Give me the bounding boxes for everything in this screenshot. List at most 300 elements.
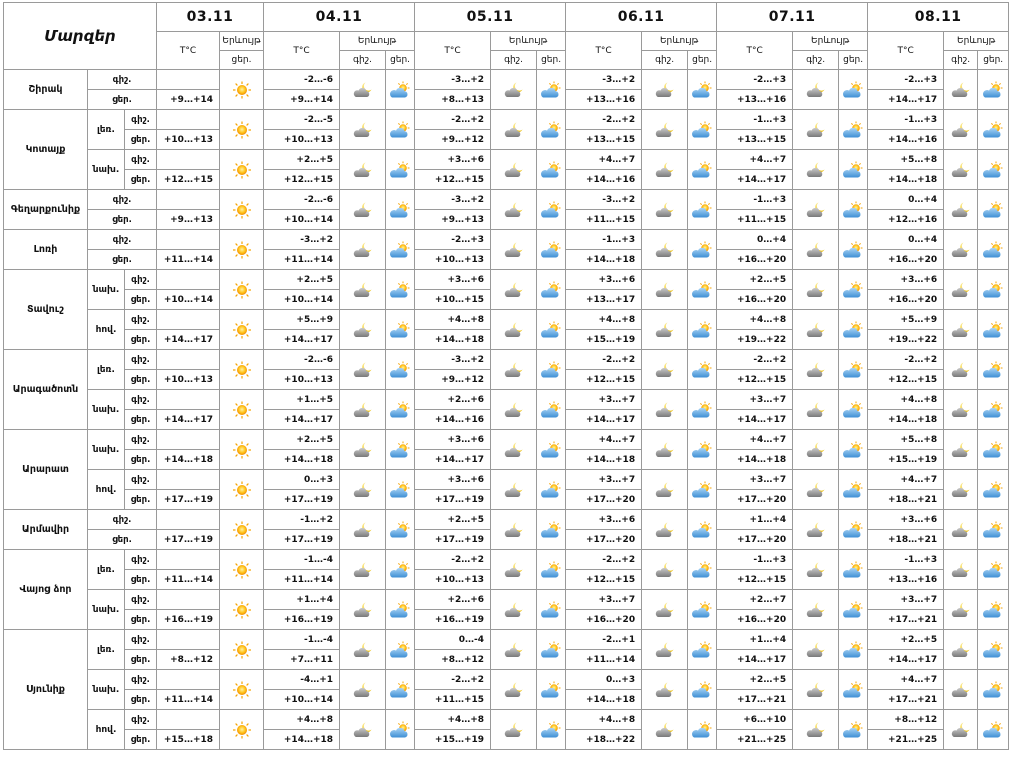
cloudy-day-icon (691, 601, 713, 619)
cloudy-night-icon (654, 441, 676, 459)
period-label: գիշ. (125, 270, 157, 290)
temperature-cell: +13…+15 (717, 130, 793, 150)
night-phenomenon-cell (491, 350, 537, 390)
cloudy-night-icon (654, 681, 676, 699)
cloudy-night-icon (503, 281, 525, 299)
sun-icon (231, 241, 253, 259)
temperature-cell: +10…+13 (415, 250, 491, 270)
night-phenomenon-cell (642, 590, 688, 630)
night-phenomenon-cell (793, 110, 839, 150)
temperature-cell: +10…+14 (264, 690, 340, 710)
cloudy-night-icon (950, 321, 972, 339)
phenomenon-cell (220, 390, 264, 430)
table-row (4, 310, 1009, 330)
temperature-cell: +4…+8 (566, 710, 642, 730)
day-phenomenon-cell (978, 390, 1009, 430)
cloudy-night-icon (352, 241, 374, 259)
temperature-cell: +11…+14 (264, 250, 340, 270)
day-phenomenon-cell (839, 310, 868, 350)
date-header: 06.11 (566, 3, 717, 32)
temperature-cell: -3…+2 (415, 190, 491, 210)
temperature-cell: +4…+7 (717, 150, 793, 170)
cloudy-night-icon (805, 681, 827, 699)
temperature-cell: +12…+15 (717, 570, 793, 590)
night-phenomenon-cell (340, 590, 386, 630)
night-phenomenon-cell (642, 350, 688, 390)
period-label: ցեր. (88, 250, 157, 270)
cloudy-day-icon (540, 81, 562, 99)
temp-header: T°C (868, 32, 944, 70)
period-label: ցեր. (125, 490, 157, 510)
period-label: գիշ. (125, 430, 157, 450)
temperature-cell: +2…+5 (264, 150, 340, 170)
temperature-cell: -1…+2 (264, 510, 340, 530)
temperature-cell: +9…+14 (157, 90, 220, 110)
cloudy-day-icon (389, 601, 411, 619)
sun-icon (231, 321, 253, 339)
temperature-cell: +10…+13 (264, 370, 340, 390)
temperature-cell: +11…+15 (717, 210, 793, 230)
cloudy-day-icon (389, 521, 411, 539)
cloudy-day-icon (389, 561, 411, 579)
cloudy-day-icon (842, 481, 864, 499)
temperature-cell: +14…+16 (566, 170, 642, 190)
day-phenomenon-cell (839, 390, 868, 430)
period-label: ցեր. (88, 90, 157, 110)
temperature-cell: +14…+17 (157, 330, 220, 350)
period-label: գիշ. (88, 190, 157, 210)
cloudy-day-icon (540, 521, 562, 539)
cloudy-night-icon (950, 721, 972, 739)
cloudy-day-icon (389, 241, 411, 259)
day-phenomenon-cell (688, 230, 717, 270)
day-phenomenon-cell (839, 350, 868, 390)
day-subheader: ցեր. (220, 51, 264, 70)
period-label: ցեր. (125, 370, 157, 390)
sun-icon (231, 441, 253, 459)
cloudy-day-icon (982, 441, 1004, 459)
temperature-cell: -2…-6 (264, 350, 340, 370)
cloudy-night-icon (950, 121, 972, 139)
temperature-cell: +3…+7 (868, 590, 944, 610)
temperature-cell: +4…+8 (415, 310, 491, 330)
temperature-cell: -1…+3 (717, 190, 793, 210)
period-label: գիշ. (125, 710, 157, 730)
phenomenon-cell (220, 270, 264, 310)
temperature-cell: +17…+19 (264, 490, 340, 510)
night-phenomenon-cell (944, 190, 978, 230)
temperature-cell: -2…+2 (415, 670, 491, 690)
cloudy-night-icon (950, 201, 972, 219)
night-phenomenon-cell (340, 110, 386, 150)
day-phenomenon-cell (537, 590, 566, 630)
day-phenomenon-cell (537, 310, 566, 350)
temperature-cell: -2…+1 (566, 630, 642, 650)
cloudy-day-icon (691, 81, 713, 99)
period-label: գիշ. (125, 310, 157, 330)
temperature-cell: +3…+6 (868, 270, 944, 290)
night-phenomenon-cell (944, 590, 978, 630)
temperature-cell: +4…+8 (566, 310, 642, 330)
phenomenon-cell (220, 550, 264, 590)
temperature-cell: -3…+2 (415, 350, 491, 370)
day-phenomenon-cell (386, 350, 415, 390)
phenomenon-cell (220, 470, 264, 510)
night-phenomenon-cell (944, 70, 978, 110)
temperature-cell: +2…+7 (717, 590, 793, 610)
night-phenomenon-cell (491, 710, 537, 750)
temperature-cell: +11…+14 (566, 650, 642, 670)
night-phenomenon-cell (793, 310, 839, 350)
cloudy-night-icon (805, 561, 827, 579)
cloudy-night-icon (352, 521, 374, 539)
temperature-cell: +14…+18 (566, 690, 642, 710)
temperature-cell: +2…+5 (717, 270, 793, 290)
night-subheader: գիշ. (642, 51, 688, 70)
cloudy-day-icon (691, 161, 713, 179)
night-phenomenon-cell (944, 310, 978, 350)
temperature-cell: +17…+19 (415, 530, 491, 550)
day-phenomenon-cell (978, 550, 1009, 590)
cloudy-night-icon (805, 281, 827, 299)
cloudy-night-icon (352, 641, 374, 659)
cloudy-day-icon (389, 281, 411, 299)
cloudy-night-icon (352, 481, 374, 499)
night-phenomenon-cell (340, 510, 386, 550)
date-header: 03.11 (157, 3, 264, 32)
cloudy-day-icon (691, 121, 713, 139)
table-row (4, 390, 1009, 410)
cloudy-night-icon (950, 641, 972, 659)
temp-header: T°C (157, 32, 220, 70)
temperature-cell: +18…+22 (566, 730, 642, 750)
cloudy-night-icon (503, 161, 525, 179)
cloudy-day-icon (540, 721, 562, 739)
cloudy-day-icon (691, 241, 713, 259)
cloudy-day-icon (389, 721, 411, 739)
day-phenomenon-cell (839, 230, 868, 270)
night-phenomenon-cell (491, 390, 537, 430)
date-header: 04.11 (264, 3, 415, 32)
zone-label: լեռ. (88, 630, 125, 670)
cloudy-day-icon (982, 281, 1004, 299)
night-phenomenon-cell (642, 430, 688, 470)
cloudy-night-icon (654, 481, 676, 499)
table-row (4, 350, 1009, 370)
temperature-cell: +11…+15 (566, 210, 642, 230)
night-phenomenon-cell (642, 110, 688, 150)
cloudy-night-icon (950, 681, 972, 699)
region-name: Արարատ (4, 430, 88, 510)
period-label: գիշ. (125, 470, 157, 490)
cloudy-day-icon (540, 441, 562, 459)
day-phenomenon-cell (978, 670, 1009, 710)
cloudy-night-icon (352, 161, 374, 179)
cloudy-day-icon (540, 681, 562, 699)
temperature-cell: -2…+3 (868, 70, 944, 90)
night-phenomenon-cell (793, 190, 839, 230)
night-phenomenon-cell (340, 230, 386, 270)
night-phenomenon-cell (642, 470, 688, 510)
day-phenomenon-cell (537, 70, 566, 110)
cloudy-day-icon (691, 481, 713, 499)
temperature-cell: +8…+12 (868, 710, 944, 730)
temperature-cell: +13…+16 (566, 90, 642, 110)
day-phenomenon-cell (386, 510, 415, 550)
temperature-cell: +2…+5 (415, 510, 491, 530)
night-phenomenon-cell (340, 470, 386, 510)
night-phenomenon-cell (340, 310, 386, 350)
temperature-cell: +4…+7 (566, 430, 642, 450)
night-phenomenon-cell (491, 510, 537, 550)
night-phenomenon-cell (793, 150, 839, 190)
cloudy-day-icon (691, 201, 713, 219)
temperature-cell: +4…+7 (566, 150, 642, 170)
night-phenomenon-cell (340, 150, 386, 190)
temperature-cell: +4…+8 (717, 310, 793, 330)
region-name: Շիրակ (4, 70, 88, 110)
temperature-cell: +16…+20 (717, 250, 793, 270)
cloudy-night-icon (950, 401, 972, 419)
temperature-cell: +3…+6 (415, 150, 491, 170)
temperature-cell: +3…+6 (868, 510, 944, 530)
day-phenomenon-cell (688, 630, 717, 670)
day-phenomenon-cell (688, 670, 717, 710)
cloudy-night-icon (950, 601, 972, 619)
temperature-cell: +18…+21 (868, 490, 944, 510)
cloudy-night-icon (805, 241, 827, 259)
night-phenomenon-cell (340, 390, 386, 430)
cloudy-day-icon (982, 361, 1004, 379)
night-phenomenon-cell (491, 590, 537, 630)
zone-label: հով. (88, 310, 125, 350)
night-phenomenon-cell (793, 630, 839, 670)
cloudy-night-icon (352, 441, 374, 459)
period-label: գիշ. (88, 70, 157, 90)
cloudy-night-icon (950, 481, 972, 499)
temperature-cell: +3…+6 (415, 270, 491, 290)
cloudy-day-icon (540, 321, 562, 339)
day-phenomenon-cell (978, 310, 1009, 350)
cloudy-night-icon (950, 521, 972, 539)
night-phenomenon-cell (491, 230, 537, 270)
cloudy-day-icon (540, 281, 562, 299)
temperature-cell: +13…+17 (566, 290, 642, 310)
cloudy-day-icon (540, 121, 562, 139)
night-phenomenon-cell (793, 510, 839, 550)
phenomenon-cell (220, 190, 264, 230)
temperature-cell: +16…+20 (566, 610, 642, 630)
period-label: գիշ. (125, 110, 157, 130)
temperature-cell: +17…+20 (566, 490, 642, 510)
day-phenomenon-cell (839, 270, 868, 310)
temperature-cell: +17…+21 (868, 690, 944, 710)
cloudy-day-icon (691, 521, 713, 539)
temperature-cell: +10…+13 (157, 130, 220, 150)
temperature-cell: +14…+18 (868, 170, 944, 190)
period-label: ցեր. (125, 130, 157, 150)
cloudy-day-icon (982, 121, 1004, 139)
night-phenomenon-cell (793, 390, 839, 430)
table-row (4, 510, 1009, 530)
cloudy-night-icon (352, 681, 374, 699)
temperature-cell: -2…-5 (264, 110, 340, 130)
forecast-table (3, 2, 1009, 750)
temperature-cell: +4…+8 (415, 710, 491, 730)
zone-label: նախ. (88, 150, 125, 190)
cloudy-night-icon (352, 361, 374, 379)
cloudy-day-icon (842, 521, 864, 539)
temperature-cell: +12…+15 (264, 170, 340, 190)
night-phenomenon-cell (642, 230, 688, 270)
temperature-cell: -1…+3 (566, 230, 642, 250)
temperature-cell: +9…+14 (264, 90, 340, 110)
night-phenomenon-cell (793, 590, 839, 630)
temperature-cell: +14…+17 (717, 650, 793, 670)
temperature-cell: +15…+18 (157, 730, 220, 750)
phenomenon-header: Երևույթ (793, 32, 868, 51)
cloudy-night-icon (654, 641, 676, 659)
temperature-cell: -2…+2 (566, 110, 642, 130)
cloudy-day-icon (389, 81, 411, 99)
temperature-cell: +14…+17 (264, 330, 340, 350)
period-label: ցեր. (125, 450, 157, 470)
night-phenomenon-cell (793, 230, 839, 270)
temperature-cell: +11…+14 (264, 570, 340, 590)
day-subheader: ցեր. (386, 51, 415, 70)
period-label: ցեր. (88, 530, 157, 550)
temperature-cell: -3…+2 (264, 230, 340, 250)
cloudy-night-icon (654, 161, 676, 179)
night-phenomenon-cell (793, 270, 839, 310)
table-row (4, 630, 1009, 650)
day-phenomenon-cell (688, 310, 717, 350)
zone-label: լեռ. (88, 110, 125, 150)
day-phenomenon-cell (978, 430, 1009, 470)
temperature-cell: -1…+3 (868, 550, 944, 570)
day-phenomenon-cell (688, 430, 717, 470)
night-phenomenon-cell (340, 350, 386, 390)
day-phenomenon-cell (537, 710, 566, 750)
phenomenon-header: Երևույթ (220, 32, 264, 51)
cloudy-day-icon (389, 321, 411, 339)
temperature-cell: +12…+16 (868, 210, 944, 230)
temp-header: T°C (415, 32, 491, 70)
cloudy-night-icon (654, 721, 676, 739)
table-row (4, 230, 1009, 250)
table-row (4, 270, 1009, 290)
day-phenomenon-cell (386, 70, 415, 110)
period-label: գիշ. (125, 590, 157, 610)
cloudy-day-icon (982, 161, 1004, 179)
region-name: Գեղարքունիք (4, 190, 88, 230)
cloudy-day-icon (691, 721, 713, 739)
temperature-cell: +21…+25 (717, 730, 793, 750)
night-phenomenon-cell (491, 310, 537, 350)
cloudy-night-icon (503, 361, 525, 379)
temperature-cell: +14…+18 (157, 450, 220, 470)
period-label: գիշ. (88, 510, 157, 530)
cloudy-night-icon (503, 441, 525, 459)
temperature-cell: +14…+17 (415, 450, 491, 470)
temperature-cell: +13…+16 (868, 570, 944, 590)
temperature-cell: +14…+18 (717, 450, 793, 470)
day-phenomenon-cell (688, 390, 717, 430)
temperature-cell: +3…+6 (415, 430, 491, 450)
night-phenomenon-cell (944, 350, 978, 390)
temperature-cell: +10…+14 (264, 210, 340, 230)
cloudy-night-icon (654, 601, 676, 619)
temperature-cell: +10…+13 (157, 370, 220, 390)
temperature-cell: -2…-6 (264, 190, 340, 210)
night-phenomenon-cell (340, 670, 386, 710)
sun-icon (231, 601, 253, 619)
day-phenomenon-cell (537, 350, 566, 390)
cloudy-night-icon (805, 401, 827, 419)
temperature-cell: -1…-4 (264, 630, 340, 650)
cloudy-night-icon (503, 641, 525, 659)
cloudy-day-icon (389, 441, 411, 459)
cloudy-night-icon (950, 361, 972, 379)
day-phenomenon-cell (537, 110, 566, 150)
night-phenomenon-cell (340, 550, 386, 590)
temperature-cell: +17…+20 (717, 490, 793, 510)
night-phenomenon-cell (491, 430, 537, 470)
night-phenomenon-cell (642, 270, 688, 310)
day-phenomenon-cell (537, 510, 566, 550)
day-phenomenon-cell (688, 70, 717, 110)
day-phenomenon-cell (386, 230, 415, 270)
cloudy-night-icon (654, 281, 676, 299)
sun-icon (231, 161, 253, 179)
temperature-cell: +9…+13 (415, 210, 491, 230)
phenomenon-header: Երևույթ (340, 32, 415, 51)
day-phenomenon-cell (839, 150, 868, 190)
temperature-cell: 0…+3 (264, 470, 340, 490)
temperature-cell: +3…+7 (717, 470, 793, 490)
cloudy-day-icon (389, 641, 411, 659)
cloudy-day-icon (540, 241, 562, 259)
temperature-cell: +14…+18 (415, 330, 491, 350)
temperature-cell: -2…+2 (415, 110, 491, 130)
zone-label: լեռ. (88, 350, 125, 390)
night-phenomenon-cell (642, 70, 688, 110)
day-phenomenon-cell (978, 150, 1009, 190)
temperature-cell: +3…+7 (717, 390, 793, 410)
night-phenomenon-cell (944, 670, 978, 710)
night-phenomenon-cell (944, 550, 978, 590)
night-phenomenon-cell (642, 510, 688, 550)
cloudy-night-icon (805, 601, 827, 619)
day-phenomenon-cell (978, 510, 1009, 550)
temperature-cell: +12…+15 (868, 370, 944, 390)
temperature-cell: +17…+20 (566, 530, 642, 550)
cloudy-night-icon (352, 121, 374, 139)
temperature-cell: +15…+19 (566, 330, 642, 350)
table-row (4, 550, 1009, 570)
table-row (4, 150, 1009, 170)
phenomenon-cell (220, 430, 264, 470)
cloudy-day-icon (842, 681, 864, 699)
day-phenomenon-cell (839, 430, 868, 470)
night-phenomenon-cell (340, 630, 386, 670)
period-label: գիշ. (125, 630, 157, 650)
night-phenomenon-cell (944, 270, 978, 310)
night-phenomenon-cell (944, 470, 978, 510)
temperature-cell: +14…+17 (264, 410, 340, 430)
day-phenomenon-cell (978, 630, 1009, 670)
table-row (4, 190, 1009, 210)
